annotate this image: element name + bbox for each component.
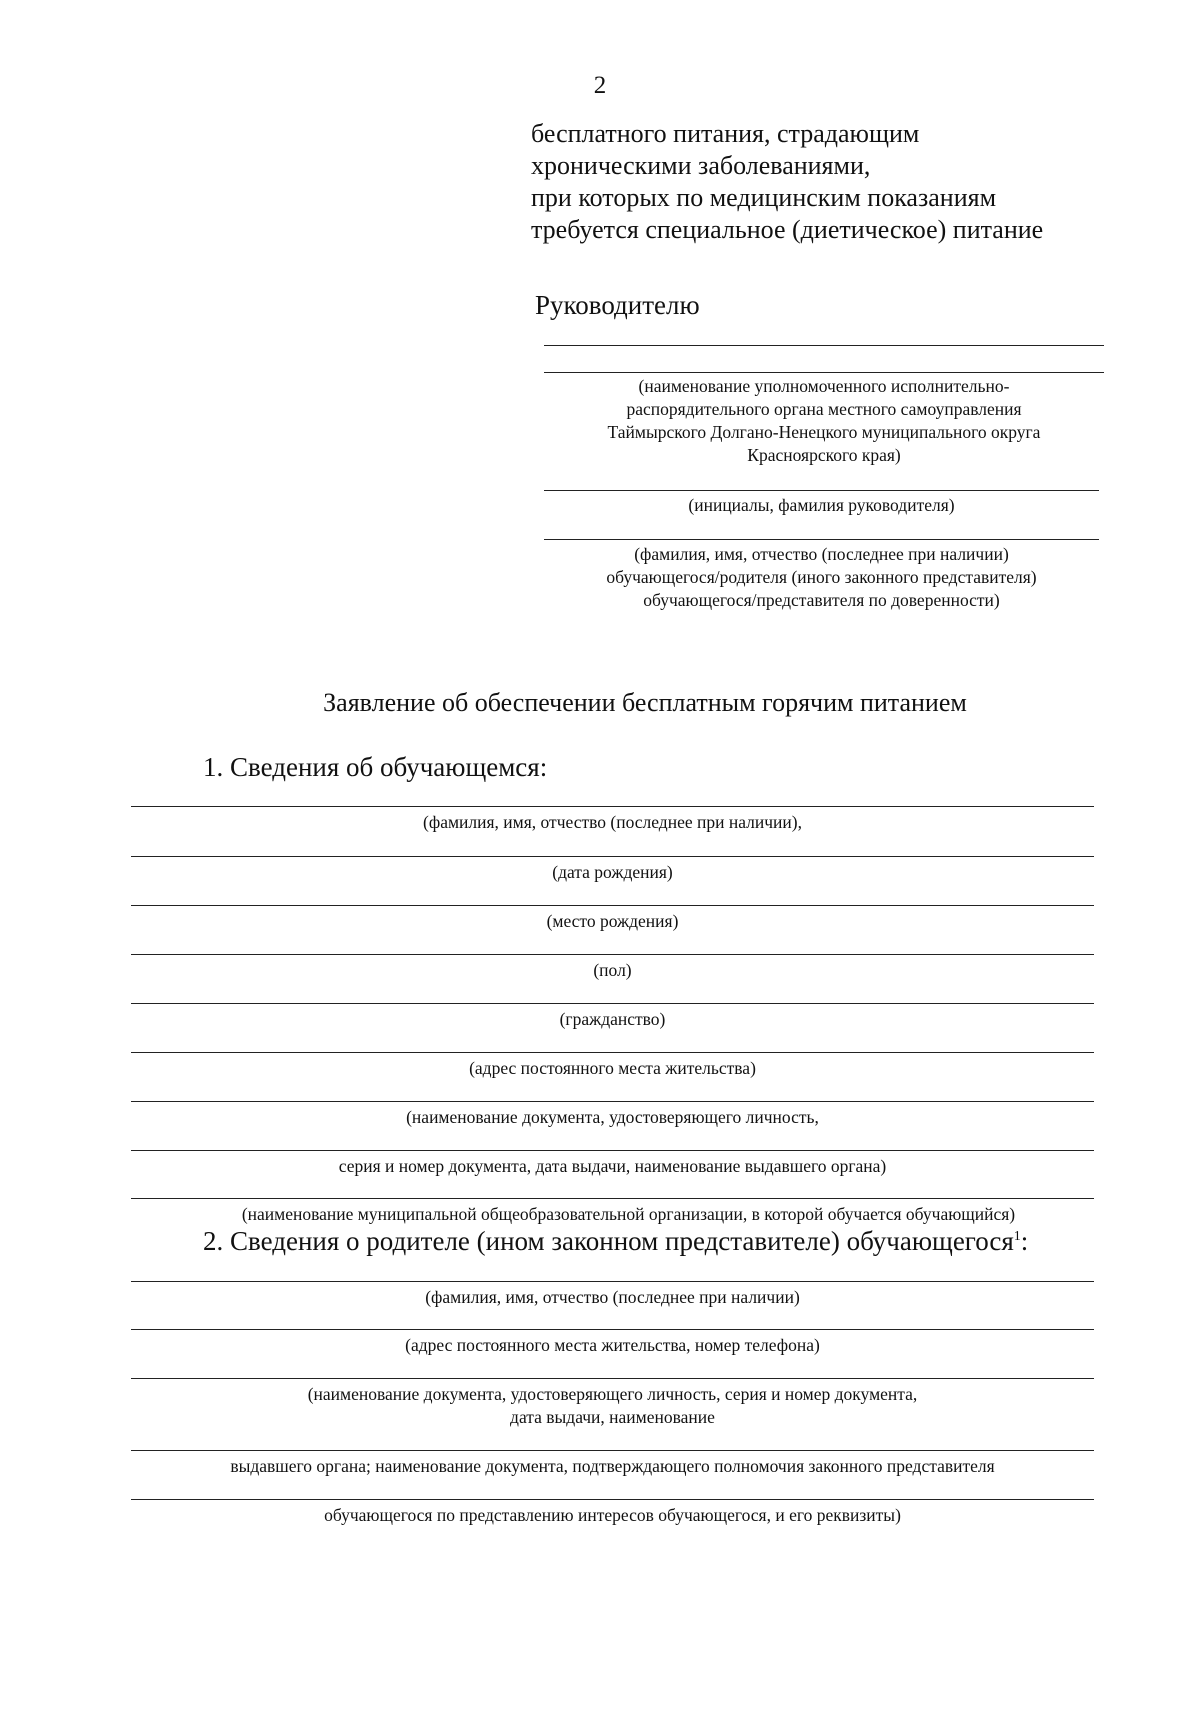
header-line-1: бесплатного питания, страдающим	[531, 119, 920, 148]
org-caption-line: Красноярского края)	[747, 445, 901, 465]
birth-date-caption: (дата рождения)	[552, 862, 673, 882]
head-caption: (инициалы, фамилия руководителя)	[688, 495, 955, 515]
document-title: Заявление об обеспечении бесплатным горячим питанием	[323, 688, 967, 717]
org-caption-line: Таймырского Долгано-Ненецкого муниципального округа	[607, 422, 1041, 442]
parent-name-caption: (фамилия, имя, отчество (последнее при наличии)	[425, 1287, 800, 1307]
school-line[interactable]	[131, 1198, 1094, 1199]
id-document-details-caption: серия и номер документа, дата выдачи, наименование выдавшего органа)	[338, 1156, 887, 1176]
parent-representation-caption: обучающегося по представлению интересов обучающегося, и его реквизиты)	[324, 1505, 901, 1525]
id-document-details-line[interactable]	[131, 1150, 1094, 1151]
applicant-caption-line: обучающегося/родителя (иного законного представителя)	[606, 567, 1037, 587]
applicant-caption	[544, 543, 1099, 612]
parent-authority-caption: выдавшего органа; наименование документа, подтверждающего полномочия законного представителя	[230, 1456, 995, 1476]
parent-id-line[interactable]	[131, 1378, 1094, 1379]
parent-address-line[interactable]	[131, 1329, 1094, 1330]
residence-caption: (адрес постоянного места жительства)	[469, 1058, 756, 1078]
head-fill-line[interactable]	[544, 490, 1099, 491]
header-line-2: хроническими заболеваниями,	[531, 151, 871, 180]
parent-id-caption-line: (наименование документа, удостоверяющего личность, серия и номер документа,	[307, 1384, 918, 1404]
gender-caption: (пол)	[593, 960, 632, 980]
birth-place-line[interactable]	[131, 905, 1094, 906]
org-caption	[544, 375, 1104, 467]
org-caption-line: (наименование уполномоченного исполнительно-	[638, 376, 1010, 396]
student-name-caption: (фамилия, имя, отчество (последнее при наличии),	[423, 812, 802, 832]
header-line-4: требуется специальное (диетическое) питание	[531, 215, 1044, 244]
parent-id-caption	[131, 1383, 1094, 1429]
parent-name-line[interactable]	[131, 1281, 1094, 1282]
student-name-line[interactable]	[131, 806, 1094, 807]
school-caption: (наименование муниципальной общеобразовательной организации, в которой обучается обучающийся)	[241, 1204, 1016, 1224]
section-1-heading: 1. Сведения об обучающемся:	[203, 752, 548, 782]
birth-date-line[interactable]	[131, 856, 1094, 857]
addressee-title: Руководителю	[535, 290, 700, 320]
applicant-fill-line[interactable]	[544, 539, 1099, 540]
gender-line[interactable]	[131, 954, 1094, 955]
page-number: 2	[593, 72, 607, 99]
footnote-mark: 1	[1013, 1229, 1021, 1244]
section-2-heading-suffix: :	[1020, 1226, 1029, 1256]
parent-address-caption: (адрес постоянного места жительства, номер телефона)	[405, 1335, 820, 1355]
section-2-heading	[203, 1226, 1028, 1257]
applicant-caption-line: (фамилия, имя, отчество (последнее при наличии)	[634, 544, 1009, 564]
residence-line[interactable]	[131, 1052, 1094, 1053]
parent-authority-line[interactable]	[131, 1450, 1094, 1451]
id-document-line[interactable]	[131, 1101, 1094, 1102]
header-line-3: при которых по медицинским показаниям	[531, 183, 997, 212]
org-caption-line: распорядительного органа местного самоуправления	[626, 399, 1022, 419]
citizenship-line[interactable]	[131, 1003, 1094, 1004]
parent-representation-line[interactable]	[131, 1499, 1094, 1500]
parent-id-caption-line: дата выдачи, наименование	[510, 1407, 715, 1427]
org-fill-line-2[interactable]	[544, 372, 1104, 373]
citizenship-caption: (гражданство)	[559, 1009, 666, 1029]
id-document-caption: (наименование документа, удостоверяющего личность,	[406, 1107, 819, 1127]
section-2-heading-text: 2. Сведения о родителе (ином законном представителе) обучающегося	[203, 1226, 1014, 1256]
applicant-caption-line: обучающегося/представителя по доверенности)	[643, 590, 1000, 610]
org-fill-line-1[interactable]	[544, 345, 1104, 346]
birth-place-caption: (место рождения)	[546, 911, 679, 931]
